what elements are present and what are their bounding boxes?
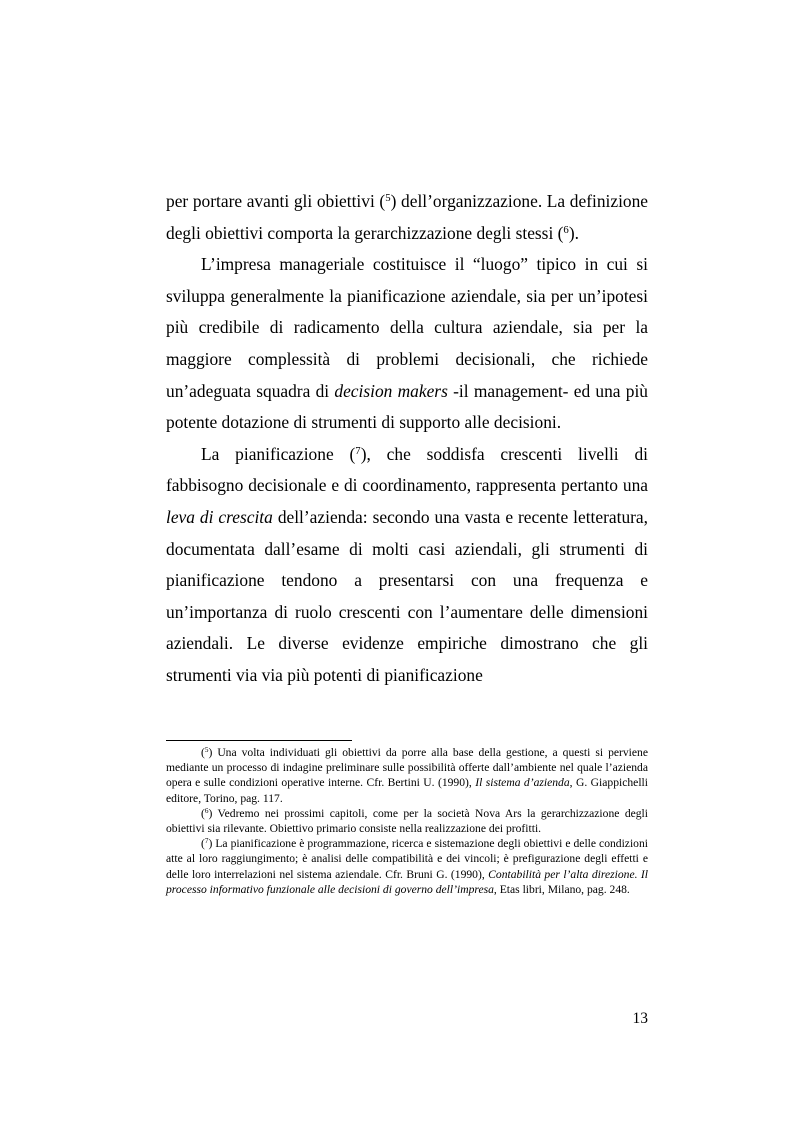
text-run: ), che soddisfa crescenti livelli di fabbisogno decisionale e di coordinamento, rappresenta pertanto una [166, 443, 648, 496]
text-run: ( [201, 837, 205, 851]
footnote-ref: 6 [204, 806, 209, 815]
text-run: dell’azienda: secondo una vasta e recente letteratura, documentata dall’esame di molti casi aziendali, gli strumenti di pianificazione tendono a presentarsi con una frequenza e un’importanza di ruolo crescenti con l’aumentare delle dimensioni aziendali. Le diverse evidenze empiriche dimostrano che gli strumenti via via più potenti di pianificazione [166, 506, 648, 685]
italic-text: leva di crescita [166, 506, 273, 527]
text-run: ). [568, 222, 579, 243]
footnote [166, 745, 648, 806]
paragraph [166, 439, 648, 692]
footnote [166, 806, 648, 836]
text-run: ) Vedremo nei prossimi capitoli, come per la società Nova Ars la gerarchizzazione degli obiettivi sia rilevante. Obiettivo primario consiste nella realizzazione dei profitti. [166, 806, 648, 836]
text-run: L’impresa manageriale costituisce il “luogo” tipico in cui si sviluppa generalmente la pianificazione aziendale, sia per un’ipotesi più credibile di radicamento della cultura aziendale, sia per la maggiore complessità di problemi decisionali, che richiede un’adeguata squadra di [166, 254, 648, 401]
text-run: -il management- ed una più potente dotazione di strumenti di supporto alle decisioni. [166, 380, 649, 433]
footnote-ref: 5 [385, 192, 391, 205]
footnotes [166, 745, 648, 897]
text-run: ( [201, 806, 205, 820]
text-run: ( [201, 746, 205, 759]
paragraph [166, 249, 648, 439]
footnote-separator [166, 740, 352, 741]
italic-text: Il sistema d’azienda [475, 776, 570, 790]
italic-text: decision makers [334, 380, 448, 401]
text-run: ) Una volta individuati gli obiettivi da porre alla base della gestione, a questi si perviene mediante un processo di indagine preliminare sulle possibilità offerte dall’ambiente nel quale l’azienda opera e sulle condizioni operative interne. Cfr. Bertini U. (1990), [166, 746, 648, 790]
text-run: , G. Giappichelli editore, Torino, pag. 117. [166, 776, 648, 805]
text-run: , Etas libri, Milano, pag. 248. [493, 882, 630, 896]
page-number: 13 [632, 1010, 648, 1027]
body-text [166, 186, 648, 692]
paragraph [166, 186, 648, 249]
text-run: per portare avanti gli obiettivi ( [166, 191, 386, 211]
footnote-ref: 6 [563, 223, 569, 236]
italic-text: Contabilità per l’alta direzione. Il processo informativo funzionale alle decisioni di governo dell’impresa [166, 867, 649, 896]
footnote [166, 836, 648, 897]
text-run: La pianificazione ( [201, 443, 356, 464]
text-run: ) La pianificazione è programmazione, ricerca e sistemazione degli obiettivi e delle condizioni atte al loro raggiungimento; è analisi delle compatibilità e dei vincoli; è prefigurazione degli effetti e delle loro interrelazioni nel sistema aziendale. Cfr. Bruni G. (1990), [166, 837, 648, 881]
footnote-ref: 7 [204, 837, 209, 846]
footnote-ref: 5 [204, 746, 209, 755]
footnote-ref: 7 [355, 444, 361, 457]
text-run: ) dell’organizzazione. La definizione degli obiettivi comporta la gerarchizzazione degli stessi ( [166, 191, 649, 243]
